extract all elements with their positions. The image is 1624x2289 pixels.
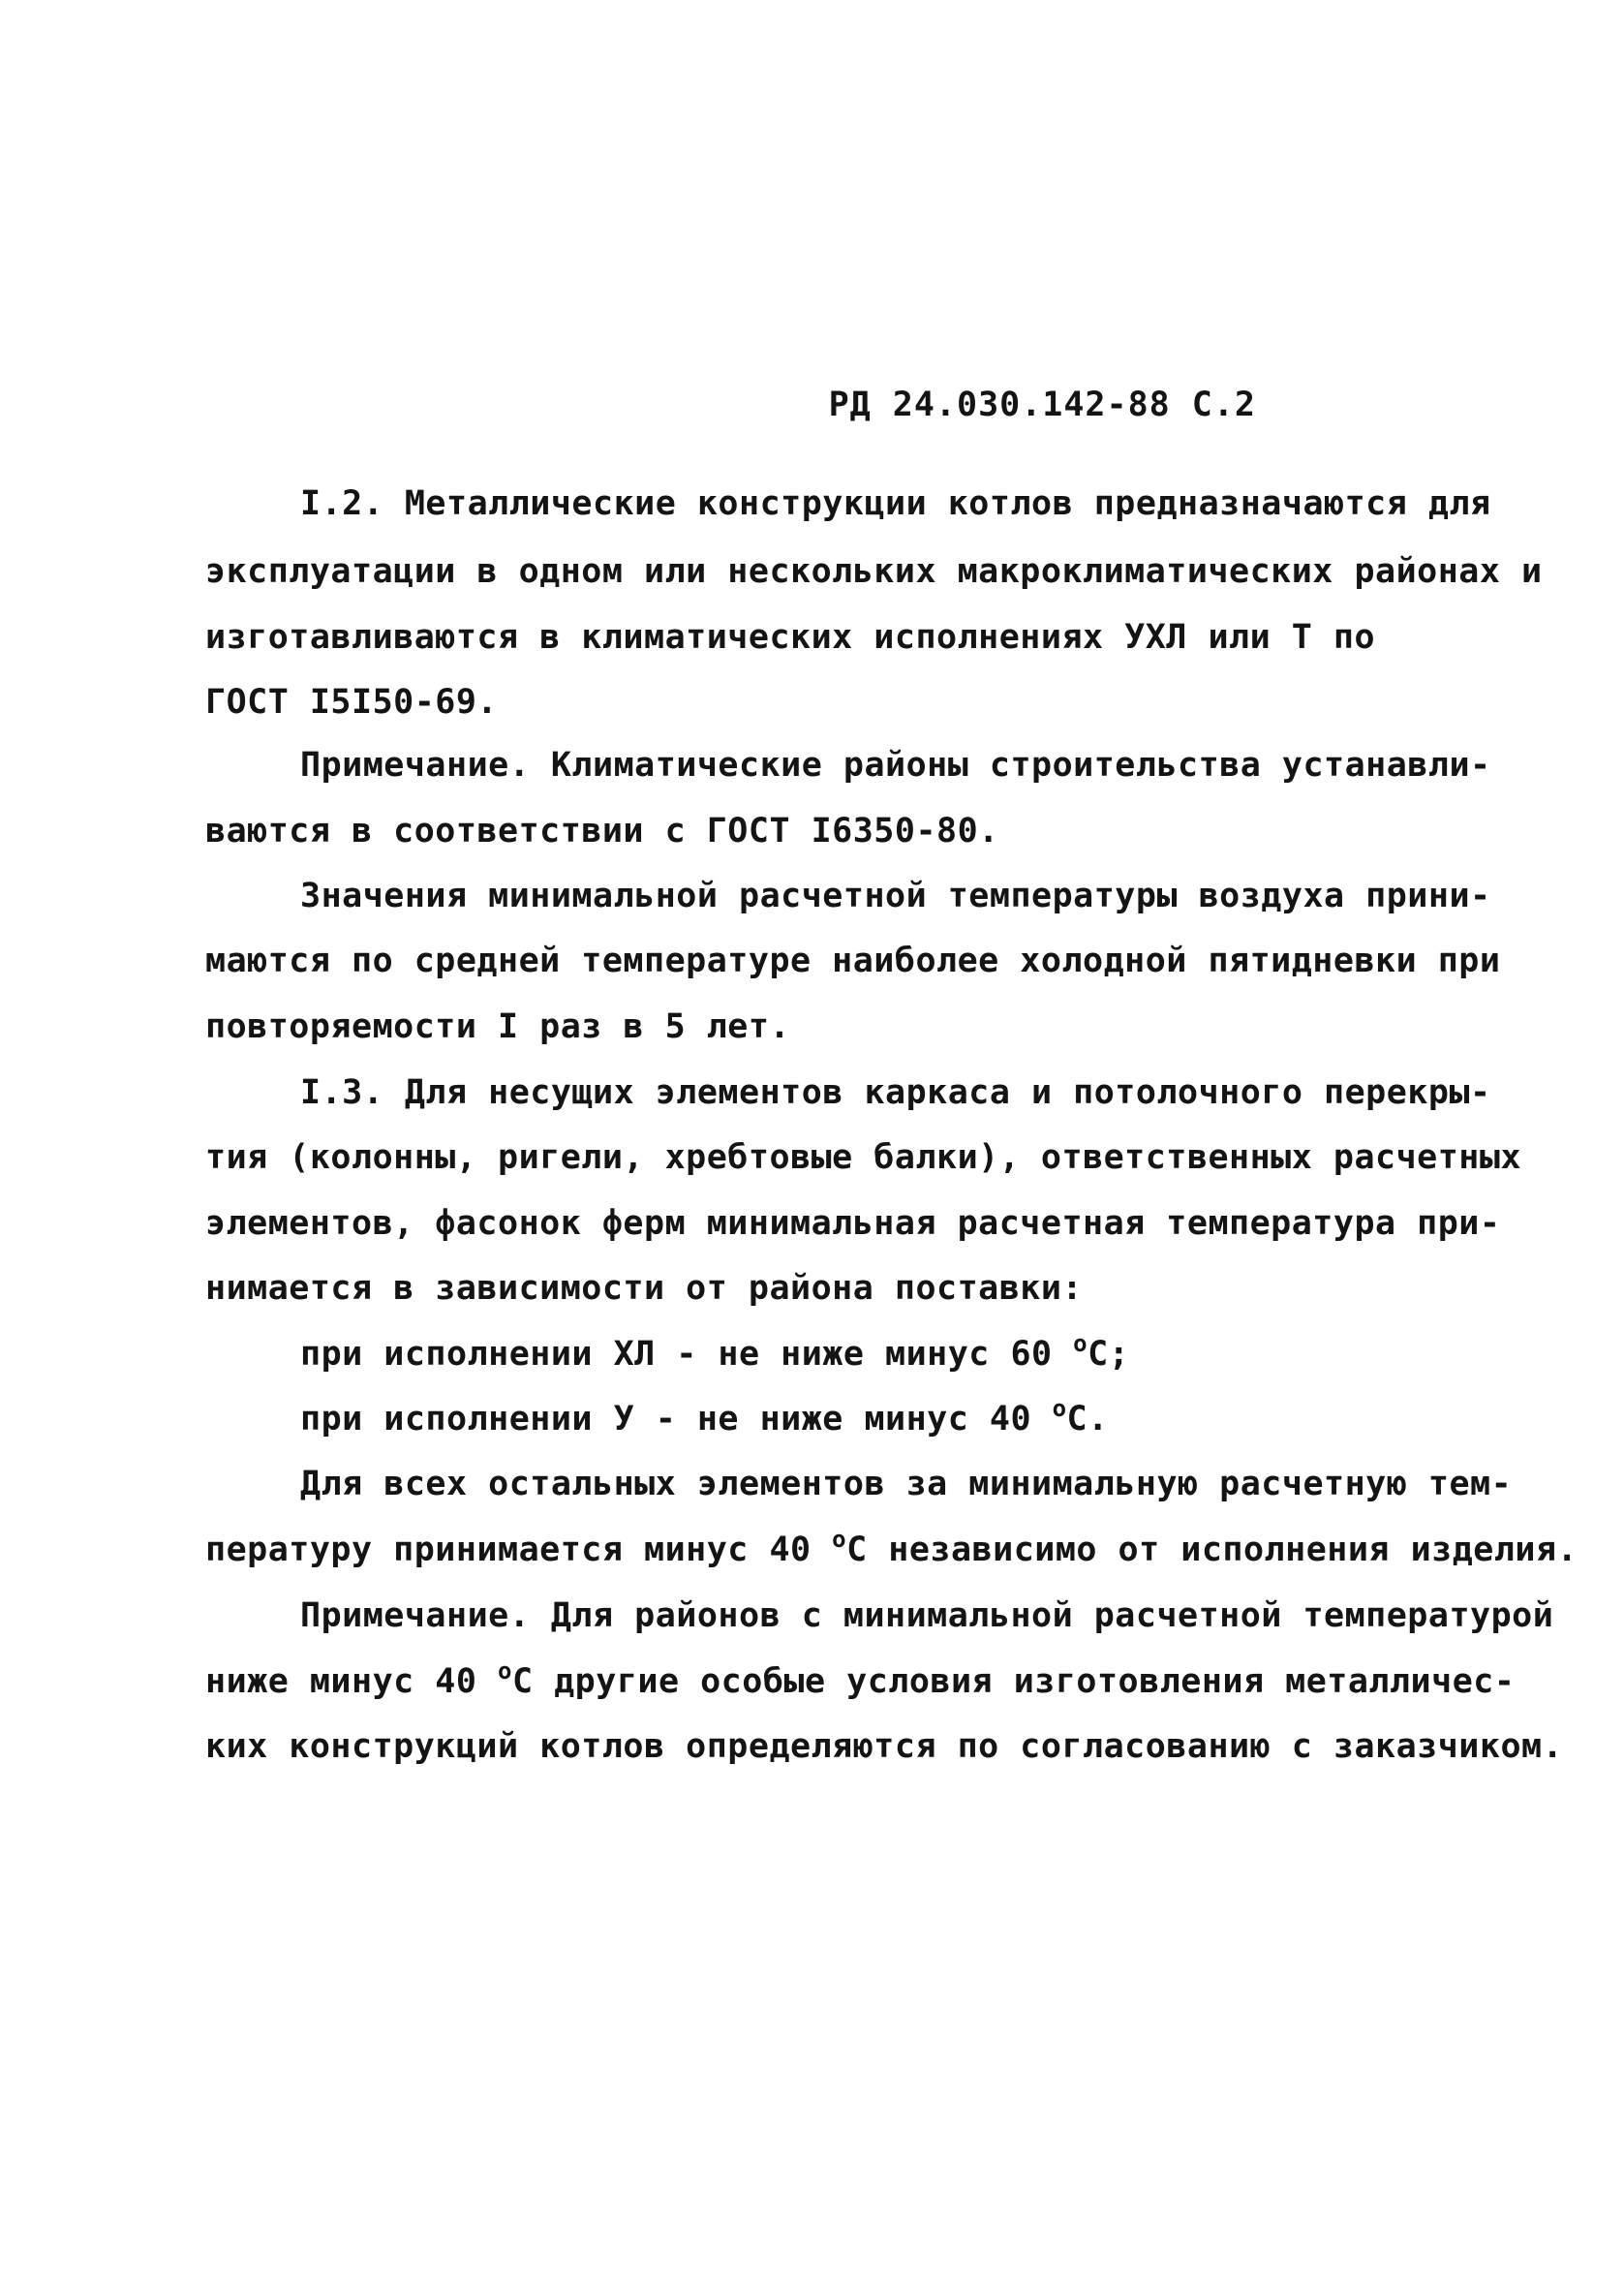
note-2-text: ниже минус 40 [205,1662,477,1701]
document-header: РД 24.030.142-88 С.2 [828,386,1256,424]
paragraph-1-3-line-2: тия (колонны, ригели, хребтовые балки), ответственных расчетных [205,1138,1522,1177]
degree-symbol: о [1052,1395,1067,1422]
note-2-line-3: ких конструкций котлов определяются по согласованию с заказчиком. [205,1727,1564,1766]
paragraph-1-3-line-4: нимается в зависимости от района поставки: [205,1269,1084,1308]
note-2-line-2 [205,1657,1516,1701]
other-elements-line-2 [205,1526,1578,1569]
note-2-tail: С другие особые условия изготовления металличес- [511,1662,1516,1701]
other-elements-tail: С независимо от исполнения изделия. [846,1531,1578,1569]
air-temp-line-1: Значения минимальной расчетной температуры воздуха прини- [300,877,1491,915]
note-1-line-1: Примечание. Климатические районы строительства устанавли- [300,746,1491,785]
note-1-line-2: ваются в соответствии с ГОСТ I6350-80. [205,812,999,851]
condition-hl-text: при исполнении ХЛ - не ниже минус 60 [300,1335,1053,1374]
paragraph-1-2-line-3: изготавливаются в климатических исполнениях УХЛ или Т по [205,618,1376,657]
condition-u-text: при исполнении У - не ниже минус 40 [300,1400,1032,1438]
other-elements-line-1: Для всех остальных элементов за минимальную расчетную тем- [300,1465,1513,1503]
condition-u-unit: С. [1066,1400,1109,1438]
note-2-line-1: Примечание. Для районов с минимальной расчетной температурой [300,1596,1554,1635]
degree-symbol: о [832,1526,847,1553]
paragraph-1-3-line-1: I.3. Для несущих элементов каркаса и потолочного перекры- [300,1073,1491,1112]
condition-hl [300,1330,1130,1374]
degree-symbol: о [498,1657,512,1685]
paragraph-1-2-line-1: I.2. Металлические конструкции котлов предназначаются для [300,484,1491,523]
other-elements-text: пературу принимается минус 40 [205,1531,812,1569]
condition-u [300,1395,1109,1438]
condition-hl-unit: С; [1088,1335,1130,1374]
air-temp-line-3: повторяемости I раз в 5 лет. [205,1007,791,1046]
paragraph-1-2-line-2: эксплуатации в одном или нескольких макроклиматических районах и [205,552,1543,591]
degree-symbol: о [1073,1330,1088,1357]
paragraph-1-3-line-3: элементов, фасонок ферм минимальная расчетная температура при- [205,1204,1501,1243]
air-temp-line-2: маются по средней температуре наиболее холодной пятидневки при [205,942,1501,980]
paragraph-1-2-line-4: ГОСТ I5I50-69. [205,683,499,722]
